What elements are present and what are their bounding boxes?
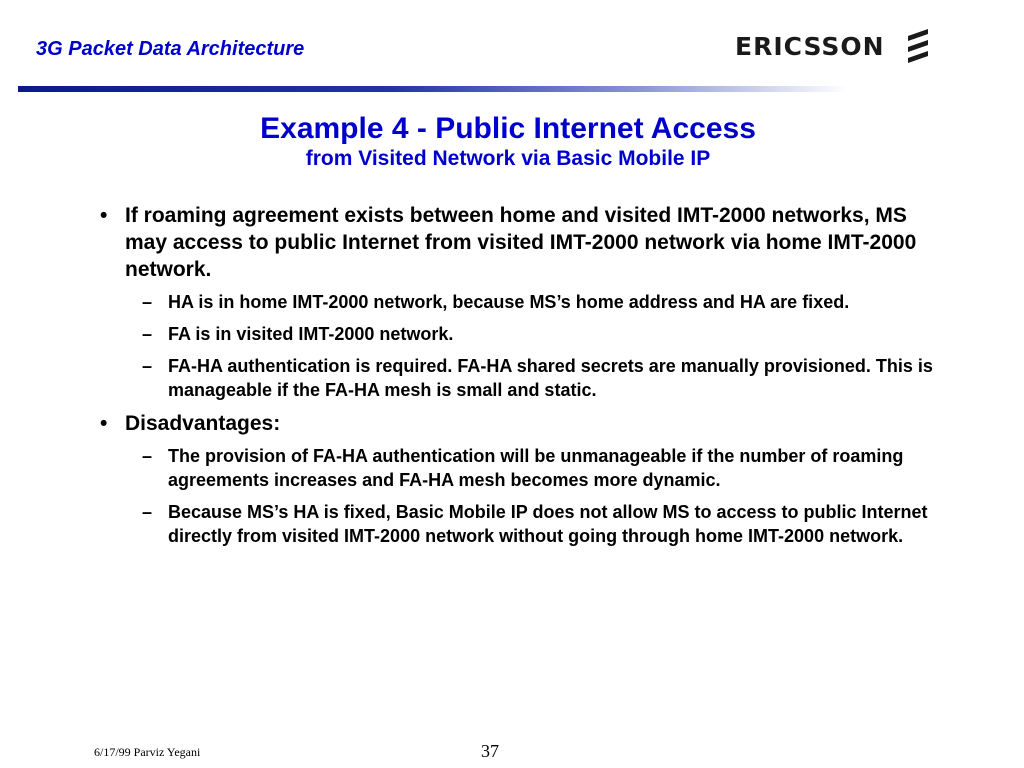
sub-bullet-text: The provision of FA-HA authentication will be unmanageable if the number of roaming agreements increases and FA-HA mesh becomes more dynamic.: [168, 446, 904, 490]
sub-bullet-item: [96, 500, 946, 548]
bullet-item: [96, 410, 946, 437]
bullet-marker: •: [100, 412, 108, 435]
ericsson-logo: [735, 28, 929, 64]
slide-title-block: [0, 112, 1016, 171]
sub-bullet-text: HA is in home IMT-2000 network, because MS’s home address and HA are fixed.: [168, 292, 850, 312]
bullet-text: If roaming agreement exists between home and visited IMT-2000 networks, MS may access to public Internet from visited IMT-2000 network via home IMT-2000 network.: [125, 204, 917, 281]
slide-subtitle: from Visited Network via Basic Mobile IP: [305, 147, 711, 170]
bullet-text: Disadvantages:: [125, 412, 281, 435]
slide-content: [96, 202, 946, 556]
sub-bullet-item: [96, 290, 946, 314]
dash-marker: –: [142, 356, 153, 376]
ericsson-wave-icon: [907, 28, 929, 64]
dash-marker: –: [142, 292, 153, 312]
dash-marker: –: [142, 502, 153, 522]
bullet-marker: •: [100, 204, 108, 227]
dash-marker: –: [142, 446, 153, 466]
sub-bullet-item: [96, 444, 946, 492]
logo-text: ERICSSON: [735, 31, 885, 61]
sub-bullet-item: [96, 354, 946, 402]
page-number: 37: [481, 741, 499, 761]
sub-bullet-item: [96, 322, 946, 346]
bullet-item: [96, 202, 946, 283]
slide-title: Example 4 - Public Internet Access: [260, 112, 756, 145]
header-divider: [18, 86, 848, 92]
footer-date-author: 6/17/99 Parviz Yegani: [94, 745, 201, 759]
sub-bullet-text: FA-HA authentication is required. FA-HA shared secrets are manually provisioned. This is manageable if the FA-HA mesh is small and static.: [168, 356, 933, 400]
sub-bullet-text: Because MS’s HA is fixed, Basic Mobile IP does not allow MS to access to public Internet directly from visited IMT-2000 network without going through home IMT-2000 network.: [168, 502, 928, 546]
sub-bullet-text: FA is in visited IMT-2000 network.: [168, 324, 454, 344]
header-title: 3G Packet Data Architecture: [36, 38, 305, 60]
dash-marker: –: [142, 324, 153, 344]
